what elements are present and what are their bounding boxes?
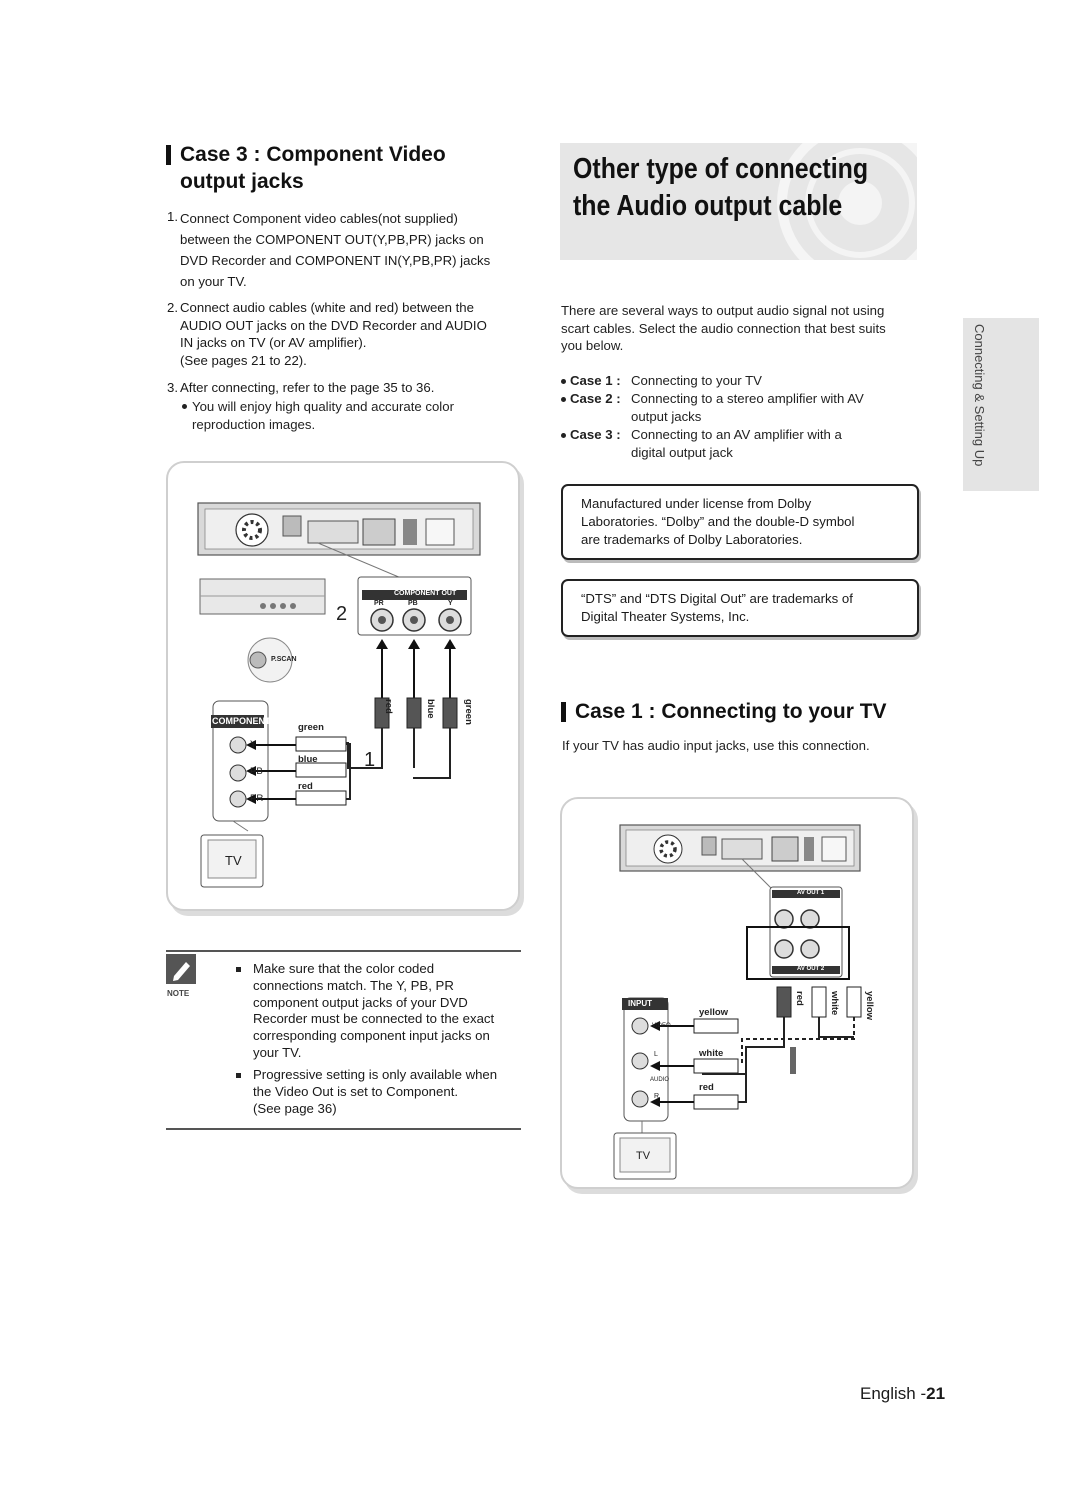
cable-color-red: red: [699, 1082, 714, 1093]
case1-heading: Case 1 : Connecting to your TV: [575, 700, 887, 723]
dts-notice: “DTS” and “DTS Digital Out” are trademarks of Digital Theater Systems, Inc.: [561, 579, 919, 637]
plug-color-red: red: [794, 991, 805, 1006]
cable-plugs-icon: [777, 987, 861, 1017]
component-connection-diagram: [168, 463, 518, 909]
tv-jack-pr: PR: [250, 793, 264, 804]
note-rule-bottom: [166, 1128, 521, 1130]
audio-connection-diagram: [562, 799, 912, 1187]
step-text: After connecting, refer to the page 35 to 36.: [180, 380, 435, 395]
cable-color-white: white: [699, 1048, 724, 1059]
step-2-marker: 2: [336, 603, 348, 625]
case-item-text: Connecting to a stereo amplifier with AV output jacks: [631, 391, 864, 424]
case-item-label: Case 2 :: [570, 391, 621, 406]
section-side-tab: [963, 318, 1039, 491]
case-item-text: Connecting to your TV: [631, 373, 762, 388]
plug-color-green: green: [463, 699, 474, 725]
jack-label-y: Y: [448, 600, 453, 607]
cable-color-green: green: [298, 722, 324, 733]
case-item-2: [561, 390, 621, 408]
step-number: 2.: [167, 300, 178, 315]
heading-bar: [166, 145, 171, 165]
page-number: 21: [926, 1384, 946, 1403]
bullet-text: You will enjoy high quality and accurate color reproduction images.: [192, 399, 454, 432]
note-item-2: Progressive setting is only available when the Video Out is set to Component. (See page 36): [253, 1067, 498, 1116]
audio-jack-label: AUDIO: [650, 1077, 670, 1083]
component-out-label: COMPONENT OUT: [394, 590, 457, 597]
case-item-1: [561, 372, 621, 390]
case-item-label: Case 3 :: [570, 427, 621, 442]
tv-jack-y: Y: [250, 739, 257, 750]
page-footer: [860, 1384, 945, 1404]
plug-color-yellow: yellow: [864, 991, 875, 1021]
note-bullet-icon: [236, 967, 241, 972]
case3-heading-line1: Case 3 : Component Video: [180, 143, 446, 166]
jack-label-pr: PR: [374, 600, 384, 607]
jack-label-pb: PB: [408, 600, 418, 607]
recorder-rear-panel-icon: [620, 825, 860, 871]
cable-color-blue: blue: [298, 754, 318, 765]
cable-color-red: red: [298, 781, 313, 792]
case-item-label: Case 1 :: [570, 373, 621, 388]
note-rule-top: [166, 950, 521, 952]
r-jack-label: R: [654, 1093, 660, 1100]
component-diagram-panel: [166, 461, 520, 911]
case-item-text: Connecting to an AV amplifier with a digital output jack: [631, 427, 842, 460]
bullet-icon: [561, 397, 566, 402]
audio-diagram-panel: [560, 797, 914, 1189]
plug-color-red: red: [383, 699, 394, 714]
case1-description: If your TV has audio input jacks, use this connection.: [562, 738, 870, 753]
plug-color-blue: blue: [425, 699, 436, 719]
tv-label: TV: [225, 853, 242, 868]
page-title: [573, 151, 868, 225]
input-label: INPUT: [628, 999, 652, 1008]
page-title-line1: Other type of connecting: [573, 153, 869, 185]
recorder-front-icon: [200, 579, 325, 614]
case3-heading: [180, 141, 510, 195]
note-icon: [166, 954, 196, 984]
video-jack-label: VIDEO: [652, 1023, 671, 1029]
footer-language: English -: [860, 1384, 927, 1403]
recorder-rear-panel-icon: [198, 503, 480, 555]
pscan-label: P.SCAN: [271, 656, 297, 663]
intro-text: There are several ways to output audio signal not using scart cables. Select the audio connection that best suits you below.: [561, 303, 886, 353]
side-tab-label: Connecting & Setting Up: [972, 324, 987, 467]
section-title-box: [560, 143, 917, 260]
step-1: [167, 208, 527, 289]
bullet-icon: [182, 404, 187, 409]
case3-heading-line2: output jacks: [180, 170, 304, 193]
step-1-marker: 1: [364, 749, 376, 771]
note-label: NOTE: [167, 989, 190, 998]
note-bullet-icon: [236, 1073, 241, 1078]
dolby-notice: Manufactured under license from Dolby Laboratories. “Dolby” and the double-D symbol are trademarks of Dolby Laboratories.: [561, 484, 919, 560]
step-number: 1.: [167, 209, 178, 224]
cable-color-yellow: yellow: [699, 1007, 729, 1018]
component-label: COMPONENT: [212, 716, 271, 726]
bullet-icon: [561, 433, 566, 438]
av-out-2-label: AV OUT 2: [797, 966, 825, 972]
case-list: [561, 372, 921, 462]
page-title-line2: the Audio output cable: [573, 190, 843, 222]
step-text: Connect audio cables (white and red) between the AUDIO OUT jacks on the DVD Recorder and AUDIO IN jacks on TV (or AV amplifier). (See pages 21 to 22).: [180, 300, 487, 368]
bullet-icon: [561, 379, 566, 384]
step-2: [167, 299, 527, 371]
step-number: 3.: [167, 380, 178, 395]
tv-label: TV: [636, 1150, 651, 1162]
av-out-1-label: AV OUT 1: [797, 890, 825, 896]
tv-jack-pb: PB: [250, 766, 263, 777]
step-3: [167, 379, 527, 399]
step-text: Connect Component video cables(not supplied) between the COMPONENT OUT(Y,PB,PR) jacks on DVD Recorder and COMPONENT IN(Y,PB,PR) jacks on your TV.: [180, 211, 491, 289]
plug-color-white: white: [829, 991, 840, 1016]
l-jack-label: L: [654, 1051, 658, 1058]
heading-bar: [561, 702, 566, 722]
note-item-1: Make sure that the color coded connections match. The Y, PB, PR component output jacks of your DVD Recorder must be connected to the exact corresponding component input jacks on your TV.: [253, 961, 495, 1060]
case-item-3: [561, 426, 621, 444]
